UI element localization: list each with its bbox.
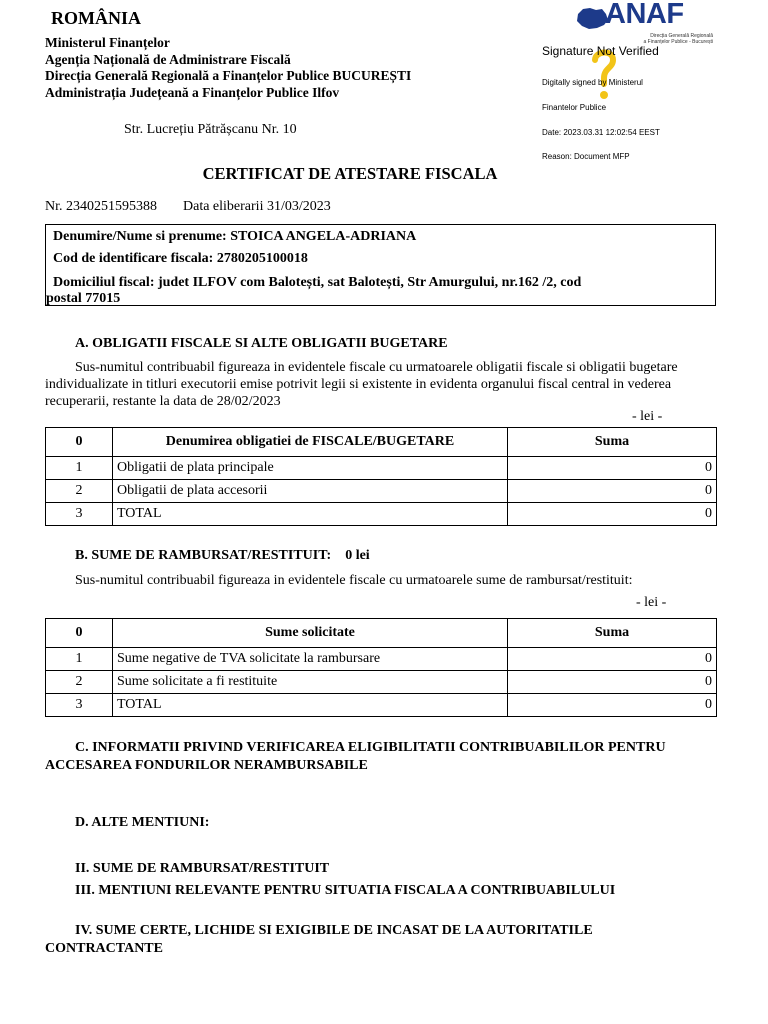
row-amount: 0 [508, 480, 717, 503]
row-number: 1 [46, 648, 113, 671]
row-label: Sume solicitate a fi restituite [113, 671, 508, 694]
romania-map-icon [575, 6, 609, 32]
table-row [46, 480, 717, 503]
section-a-paragraph: Sus-numitul contribuabil figureaza in evidentele fiscale cu urmatoarele obligatii fiscale si obligatii bugetare individualizate in titluri executorii emise potrivit legii si existente in evidenta organului fiscal central in vederea recuperarii, restante la data de 28/02/2023 [45, 360, 678, 409]
institution-list [45, 35, 411, 101]
row-number: 1 [46, 457, 113, 480]
signature-status: Signature Not Verified [542, 44, 659, 58]
institution-address: Str. Lucrețiu Pătrășcanu Nr. 10 [124, 122, 297, 137]
logo-subtitle-line: a Finanțelor Publice - București [643, 38, 713, 45]
column-header: 0 [46, 428, 113, 457]
row-label: Sume negative de TVA solicitate la rambursare [113, 648, 508, 671]
signature-detail-line: Reason: Document MFP [542, 152, 630, 162]
column-header: Denumirea obligatiei de FISCALE/BUGETARE [113, 428, 508, 457]
section-iv-title-continued: CONTRACTANTE [45, 941, 163, 956]
table-row [46, 671, 717, 694]
section-iv-title: IV. SUME CERTE, LICHIDE SI EXIGIBILE DE INCASAT DE LA AUTORITATILE [75, 923, 593, 938]
section-c-title-continued: ACCESAREA FONDURILOR NERAMBURSABILE [45, 758, 368, 773]
taxpayer-cif: Cod de identificare fiscala: 2780205100018 [53, 251, 308, 266]
institution-line: Agenția Națională de Administrare Fiscală [45, 51, 291, 67]
document-title-text: CERTIFICAT DE ATESTARE FISCALA [202, 164, 498, 183]
section-ii-title: II. SUME DE RAMBURSAT/RESTITUIT [75, 861, 330, 876]
column-header: Suma [508, 428, 717, 457]
row-label: Obligatii de plata accesorii [113, 480, 508, 503]
taxpayer-info-box [45, 224, 716, 306]
institution-line: Administrația Județeană a Finanțelor Publice Ilfov [45, 84, 340, 100]
row-amount: 0 [508, 671, 717, 694]
document-title [0, 164, 700, 184]
row-number: 3 [46, 503, 113, 526]
signature-details [542, 63, 660, 178]
taxpayer-name: Denumire/Nume si prenume: STOICA ANGELA-ADRIANA [53, 229, 417, 244]
signature-detail-line: Digitally signed by Ministerul [542, 78, 643, 88]
taxpayer-postal-code: postal 77015 [46, 291, 121, 306]
section-iii-title: III. MENTIUNI RELEVANTE PENTRU SITUATIA FISCALA A CONTRIBUABILULUI [75, 883, 616, 898]
section-d-title: D. ALTE MENTIUNI: [75, 815, 210, 830]
table-row [46, 648, 717, 671]
row-number: 2 [46, 480, 113, 503]
column-header: Sume solicitate [113, 619, 508, 648]
issue-date: Data eliberarii 31/03/2023 [183, 199, 331, 214]
section-b-title: B. SUME DE RAMBURSAT/RESTITUIT: 0 lei [75, 548, 370, 563]
institution-line: Direcția Generală Regională a Finanțelor Publice BUCUREȘTI [45, 68, 412, 83]
institution-line: Ministerul Finanțelor [45, 35, 170, 50]
row-label: TOTAL [113, 694, 508, 717]
section-b-paragraph: Sus-numitul contribuabil figureaza in evidentele fiscale cu urmatoarele sume de rambursat/restituit: [75, 573, 633, 588]
table-row [46, 694, 717, 717]
document-number: Nr. 2340251595388 [45, 199, 157, 214]
row-amount: 0 [508, 457, 717, 480]
row-label: TOTAL [113, 503, 508, 526]
row-number: 3 [46, 694, 113, 717]
digital-signature[interactable] [542, 44, 722, 162]
document-reference [45, 199, 331, 215]
refunds-table [45, 618, 717, 717]
logo-subtitle-line: Direcția Generală Regională [650, 33, 713, 39]
row-amount: 0 [508, 503, 717, 526]
signature-detail-line: Finantelor Publice [542, 103, 607, 113]
obligations-table [45, 427, 717, 526]
table-row [46, 457, 717, 480]
row-number: 2 [46, 671, 113, 694]
currency-unit: - lei - [632, 409, 663, 424]
column-header: 0 [46, 619, 113, 648]
country-heading: ROMÂNIA [51, 8, 141, 28]
taxpayer-domicile: Domiciliul fiscal: judet ILFOV com Balotești, sat Balotești, Str Amurgului, nr.162 /2, cod [53, 275, 582, 290]
row-label: Obligatii de plata principale [113, 457, 508, 480]
signature-detail-line: Date: 2023.03.31 12:02:54 EEST [542, 127, 660, 137]
logo-text: ANAF [605, 0, 684, 30]
column-header: Suma [508, 619, 717, 648]
row-amount: 0 [508, 694, 717, 717]
currency-unit: - lei - [636, 595, 667, 610]
table-header-row [46, 619, 717, 648]
anaf-logo [575, 0, 715, 46]
table-row [46, 503, 717, 526]
row-amount: 0 [508, 648, 717, 671]
section-a-title: A. OBLIGATII FISCALE SI ALTE OBLIGATII BUGETARE [75, 336, 448, 351]
table-header-row [46, 428, 717, 457]
section-c-title: C. INFORMATII PRIVIND VERIFICAREA ELIGIBILITATII CONTRIBUABILILOR PENTRU [75, 740, 666, 755]
